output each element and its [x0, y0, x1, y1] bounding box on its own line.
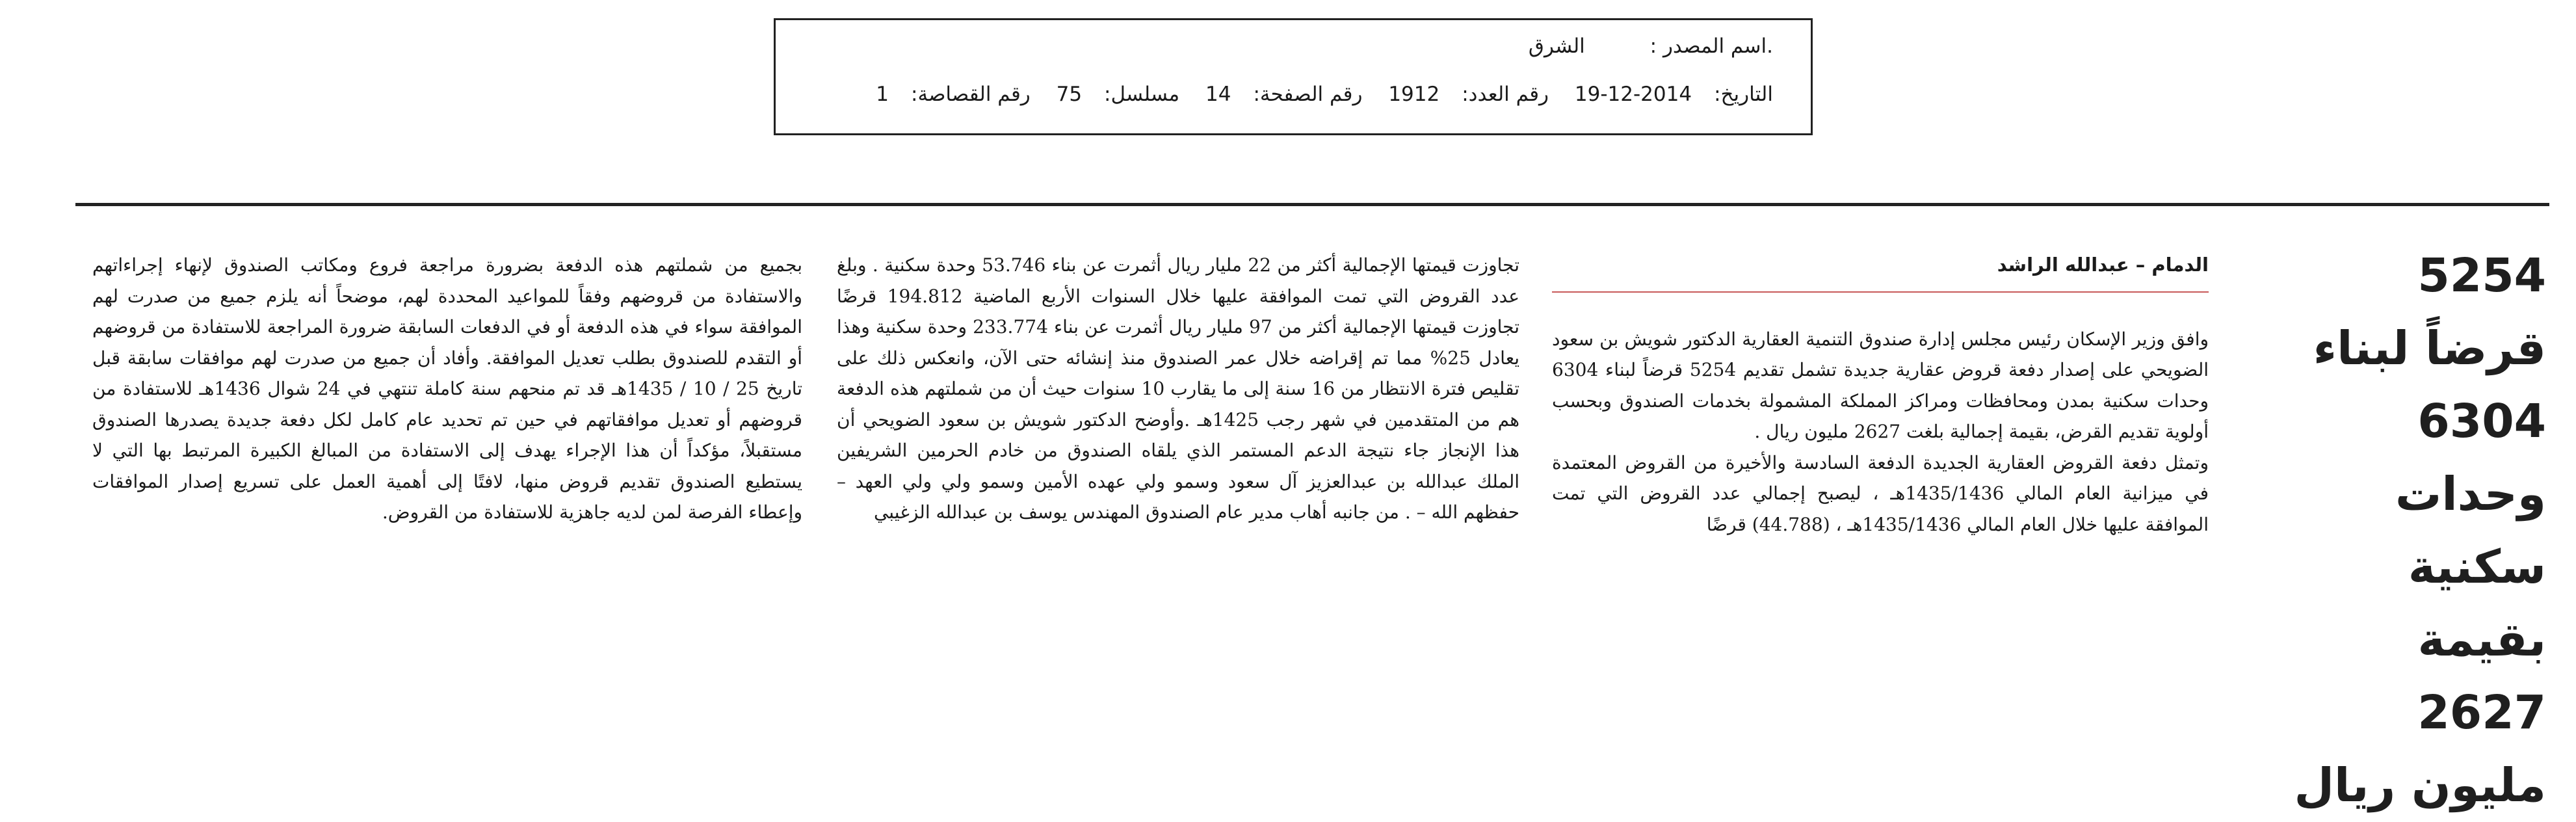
clip-value: 1: [876, 83, 889, 106]
clip-label: رقم القصاصة:: [911, 83, 1031, 106]
article-column-2: [837, 250, 1519, 528]
paragraph: بجميع من شملتهم هذه الدفعة بضرورة مراجعة فروع ومكاتب الصندوق لإنهاء إجراءاتهم والاستفادة من قروضهم وفقاً للمواعيد المحددة لهم، موضحاً أنه يلزم جميع من صدرت لهم الموافقة سواء في هذه الدفعة أو في الدفعات السابقة ضرورة المراجعة للاستفادة من قروضهم أو التقدم للصندوق بطلب تعديل الموافقة. وأفاد أن جميع من صدرت لهم موافقات سابقة قبل تاريخ 25 / 10 / 1435هـ قد تم منحهم سنة كاملة تنتهي في 24 شوال 1436هـ للاستفادة من قروضهم أو تعديل موافقاتهم في حين تم تحديد عام كامل لكل دفعة جديدة يصدرها الصندوق مستقبلاً، مؤكداً أن هذا الإجراء يهدف إلى الاستفادة من المبالغ الكبيرة المرتبط بها التي لا يستطيع الصندوق تقديم قروض منها، لافتًا إلى أهمية العمل على تسريع إصدار الموافقات وإعطاء الفرصة لمن لديه جاهزية للاستفادة من القروض.: [92, 254, 803, 523]
date-value: 2014-12-19: [1574, 83, 1692, 106]
source-label: .اسم المصدر :: [1649, 34, 1773, 58]
issue-value: 1912: [1388, 83, 1440, 106]
page-label: رقم الصفحة:: [1253, 83, 1363, 106]
issue-label: رقم العدد:: [1462, 83, 1549, 106]
serial-label: مسلسل:: [1104, 83, 1180, 106]
paragraph: وافق وزير الإسكان رئيس مجلس إدارة صندوق التنمية العقارية الدكتور شويش بن سعود الضويحي على إصدار دفعة قروض عقارية جديدة تشمل تقديم 5254 قرضاً لبناء 6304 وحدات سكنية بمدن ومحافظات ومراكز المملكة المشمولة بخدمات الصندوق وبحسب أولوية تقديم القرض، بقيمة إجمالية بلغت 2627 مليون ريال .: [1552, 328, 2209, 442]
clipping-metadata-box: [774, 18, 1813, 135]
byline: الدمام – عبدالله الراشد: [1552, 250, 2209, 293]
paragraph: وتمثل دفعة القروض العقارية الجديدة الدفعة السادسة والأخيرة من القروض المعتمدة في ميزانية العام المالي 1435/1436هـ ، ليصبح إجمالي عدد القروض التي تمت الموافقة عليها خلال العام المالي 1435/1436هـ ، (44.788) قرضًا: [1552, 451, 2209, 535]
source-row: [1509, 34, 1773, 58]
article-headline: 5254 قرضاً لبناء 6304 وحدات سكنية بقيمة 2627 مليون ريال: [2294, 248, 2546, 812]
details-row: [856, 83, 1773, 106]
header-divider: [75, 203, 2549, 206]
source-value: الشرق: [1528, 34, 1585, 58]
date-label: التاريخ:: [1714, 83, 1773, 106]
serial-value: 75: [1056, 83, 1083, 106]
paragraph: تجاوزت قيمتها الإجمالية أكثر من 22 مليار ريال أثمرت عن بناء 53.746 وحدة سكنية . وبلغ عدد القروض التي تمت الموافقة عليها خلال السنوات الأربع الماضية 194.812 قرضًا تجاوزت قيمتها الإجمالية أكثر من 97 مليار ريال أثمرت عن بناء 233.774 وحدة سكنية وهذا يعادل 25% مما تم إقراضه خلال عمر الصندوق منذ إنشائه حتى الآن، وانعكس ذلك على تقليص فترة الانتظار من 16 سنة إلى ما يقارب 10 سنوات حيث أن من شملتهم هذه الدفعة هم من المتقدمين في شهر رجب 1425هـ .وأوضح الدكتور شويش بن سعود الضويحي أن هذا الإنجاز جاء نتيجة الدعم المستمر الذي يلقاه الصندوق من خادم الحرمين الشريفين الملك عبدالله بن عبدالعزيز آل سعود وسمو ولي عهده الأمين وسمو ولي ولي العهد – حفظهم الله – . من جانبه أهاب مدير عام الصندوق المهندس يوسف بن عبدالله الزغيبي: [837, 254, 1520, 523]
article-column-3: [92, 250, 802, 528]
page-value: 14: [1205, 83, 1231, 106]
article-column-1: [1552, 250, 2209, 540]
